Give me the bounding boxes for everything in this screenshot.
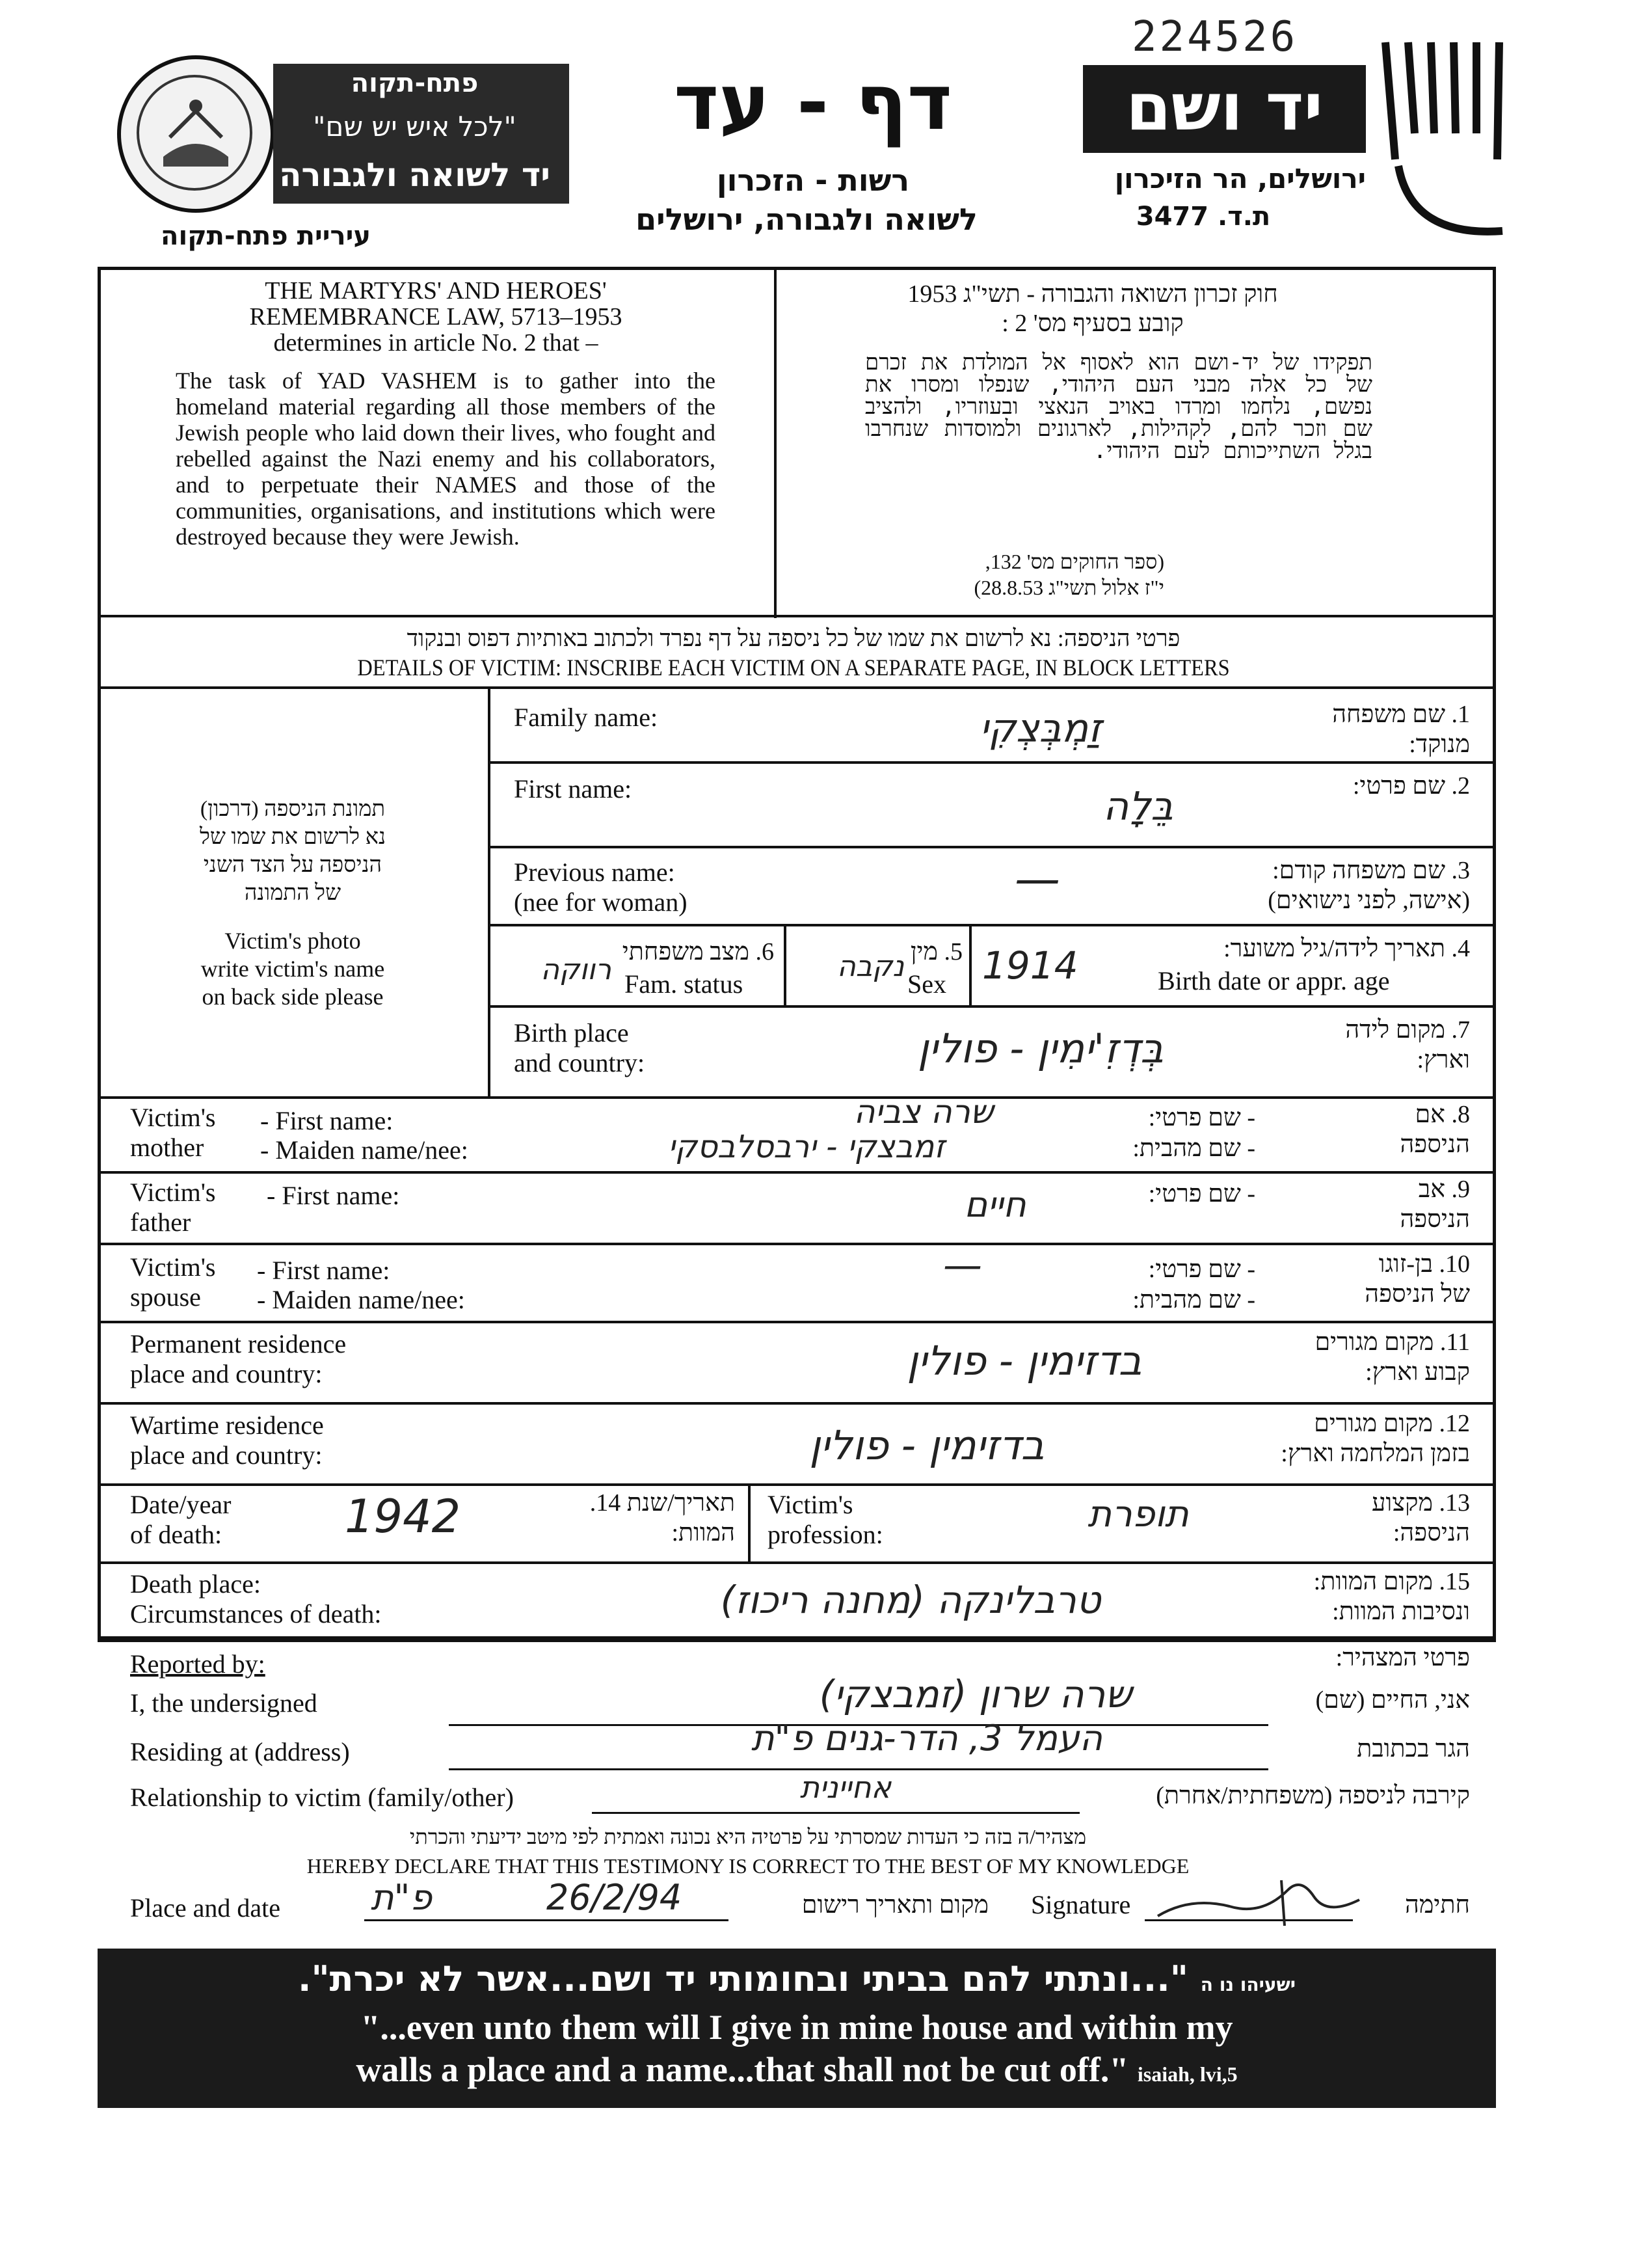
first-name-label: First name: — [514, 774, 632, 803]
family-name-label: Family name: — [514, 703, 658, 732]
father-he-first-label: - שם פרטי: — [1148, 1180, 1255, 1208]
residing-label: Residing at (address) — [130, 1737, 350, 1766]
city-banner-line2: "לכל איש יש שם" — [313, 111, 516, 142]
mother-first-field[interactable]: שרה צביה — [853, 1093, 994, 1131]
photo-box-he-2: נא לרשום את שמו של — [199, 825, 386, 849]
stamp-number: 224526 — [1132, 13, 1298, 61]
spouse-label: Victim's spouse — [130, 1252, 216, 1312]
fam-status-label: Fam. status — [624, 969, 743, 999]
relationship-he-label: קירבה לניספה (משפחתית/אחרת) — [1156, 1782, 1470, 1809]
city-caption: עיריית פתח-תקוה — [160, 221, 371, 251]
sex-label: Sex — [907, 969, 946, 999]
father-first-label: - First name: — [267, 1181, 400, 1210]
reporter-address-field[interactable]: העמל 3, הדר-גנים פ"ת — [751, 1718, 1103, 1759]
sex-field[interactable]: נקבה — [836, 950, 904, 983]
spouse-maiden-label: - Maiden name/nee: — [257, 1285, 465, 1314]
father-first-field[interactable]: חיים — [964, 1184, 1026, 1225]
relationship-field[interactable]: אחיינית — [799, 1770, 892, 1805]
fam-status-field[interactable]: רווקה — [540, 953, 611, 986]
law-he-title-1: חוק זכרון השואה והגבורה - תשי"ג 1953 — [907, 280, 1278, 308]
first-name-he-label: 2. שם פרטי: — [1352, 772, 1470, 800]
mother-first-label: - First name: — [260, 1106, 394, 1135]
death-date-field[interactable]: 1942 — [345, 1490, 461, 1543]
undersigned-label: I, the undersigned — [130, 1688, 317, 1718]
first-name-field[interactable]: בֵּלָה — [1103, 784, 1173, 830]
previous-name-field[interactable]: — — [1015, 852, 1060, 906]
spouse-he-label: 10. בן-זוגו של הניספה — [1365, 1250, 1470, 1308]
place-date-he-label: מקום ותאריך רישום — [801, 1891, 989, 1919]
city-seal-logo — [117, 55, 274, 213]
law-en-title-1: THE MARTYRS' AND HEROES' — [265, 277, 607, 304]
birth-date-label: Birth date or appr. age — [1158, 966, 1390, 995]
spouse-first-label: - First name: — [257, 1256, 390, 1285]
yad-vashem-flame-icon — [1372, 36, 1522, 244]
residing-he-label: הגר בכתובת — [1357, 1735, 1470, 1762]
profession-he-label: 13. מקצוע הניספה: — [1372, 1489, 1470, 1546]
signature-scribble[interactable] — [1151, 1870, 1372, 1929]
photo-box-he-3: הניספה על הצד השני — [203, 853, 382, 877]
permanent-residence-he-label: 11. מקום מגורים קבוע וארץ: — [1314, 1329, 1470, 1386]
footer-en-2 — [117, 2049, 1476, 2090]
relationship-label: Relationship to victim (family/other) — [130, 1783, 514, 1812]
mother-he-maiden-label: - שם מהבית: — [1132, 1135, 1255, 1162]
photo-box-en-1: Victim's photo — [224, 928, 361, 954]
wartime-residence-field[interactable]: בדזימין - פולין — [809, 1422, 1045, 1469]
footer-en-2-text: walls a place and a name...that shall not be cut off." — [356, 2050, 1129, 2089]
place-date-label: Place and date — [130, 1893, 280, 1923]
death-date-label: Date/year of death: — [130, 1490, 232, 1549]
date-field[interactable]: 26/2/94 — [546, 1877, 682, 1918]
father-label: Victim's father — [130, 1178, 216, 1237]
family-name-he-label: 1. שם משפחה מנוקד: — [1332, 701, 1470, 758]
form-title: דף - עד — [673, 57, 953, 147]
signature-label: Signature — [1031, 1890, 1131, 1919]
birth-place-he-label: 7. מקום לידה וארץ: — [1345, 1016, 1470, 1073]
footer-en-ref: isaiah, lvi,5 — [1137, 2062, 1238, 2086]
fam-status-he-label: 6. מצב משפחתי — [622, 938, 774, 965]
permanent-residence-label: Permanent residence place and country: — [130, 1329, 347, 1388]
birth-place-label: Birth place and country: — [514, 1018, 645, 1077]
mother-he-first-label: - שם פרטי: — [1148, 1104, 1255, 1131]
law-en-body: The task of YAD VASHEM is to gather into the homeland material regarding all those members of the Jewish people who laid down their lives, who fought and rebelled against the Nazi enemy and his collaborators, and to perpetuate their NAMES and those of the communities, organisations, and institutions which were destroyed because they were Jewish. — [176, 368, 715, 550]
birth-date-he-label: 4. תאריך לידה/גיל משוער: — [1223, 935, 1470, 962]
previous-name-he-label: 3. שם משפחה קודם: (אישה, לפני נישואים) — [1268, 857, 1470, 914]
place-field[interactable]: פ"ת — [371, 1877, 433, 1918]
wartime-residence-label: Wartime residence place and country: — [130, 1411, 324, 1470]
reported-by-label: Reported by: — [130, 1649, 265, 1679]
death-date-he-label: תאריך/שנת 14. המוות: — [589, 1489, 735, 1546]
signature-he-label: חתימה — [1404, 1891, 1470, 1919]
city-banner-line3: יד לשואה ולגבורה — [279, 156, 550, 194]
law-he-body: תפקידו של יד-ושם הוא לאסוף אל המולדת את זכרם של כל אלה מבני העם היהודי, שנפלו ומסרו את נפשם, נלחמו ומרדו באויב הנאצי ובעוזריו, ולהציב שם וזכר להם, לקהילות, לארגונים ולמוסדות שנחרבו בגלל השתייכותם לעם היהודי. — [865, 349, 1372, 464]
reporter-name-field[interactable]: שרה שרון (זמבצקי) — [819, 1672, 1132, 1716]
city-banner-line1: פתח-תקוה — [351, 68, 479, 98]
death-place-he-label: 15. מקום המוות: ונסיבות המוות: — [1313, 1568, 1470, 1625]
previous-name-label: Previous name: (nee for woman) — [514, 857, 687, 917]
mother-label: Victim's mother — [130, 1103, 216, 1162]
law-he-ref-2: י"ז אלול תשי"ג 28.8.53) — [974, 576, 1164, 599]
death-place-label: Death place: Circumstances of death: — [130, 1569, 382, 1628]
family-name-field[interactable]: זַמְבְּצְקִי — [980, 706, 1102, 751]
footer-en-1: "...even unto them will I give in mine house and within my — [360, 2008, 1233, 2047]
details-header-he: פרטי הניספה: נא לרשום את שמו של כל ניספה על דף נפרד ולכתוב באותיות דפוס ובנקוד — [407, 625, 1181, 651]
law-en-title-2: REMEMBRANCE LAW, 5713–1953 — [249, 303, 622, 331]
sex-he-label: 5. מין — [910, 938, 963, 965]
logo-address-1: ירושלים, הר הזיכרון — [1114, 163, 1366, 195]
law-en-title-3: determines in article No. 2 that – — [273, 329, 598, 357]
profession-label: Victim's profession: — [767, 1490, 883, 1549]
reported-by-he-label: פרטי המצהיר: — [1335, 1644, 1470, 1671]
declaration-he: מצהיר/ה בזה כי העדות שמסרתי על פרטיה היא נכונה ואמתית לפי מיטב ידיעתי והכרתי — [409, 1825, 1087, 1848]
death-place-field[interactable]: טרבלינקה (מחנה ריכוז) — [720, 1578, 1101, 1622]
photo-box-he-4: של התמונה — [244, 881, 341, 905]
wartime-residence-he-label: 12. מקום מגורים בזמן המלחמה וארץ: — [1281, 1410, 1470, 1467]
footer-he — [117, 1958, 1476, 1999]
footer-he-text: "...ונתתי להם בביתי ובחומותי יד ושם...אשר לא יכרת". — [298, 1958, 1188, 1999]
form-subtitle-2: לשואה ולגבורה, ירושלים — [635, 202, 978, 237]
footer-he-ref: ישעיהו נו ה — [1200, 1974, 1296, 1995]
mother-he-label: 8. אם הניספה — [1400, 1101, 1470, 1158]
yad-vashem-logo-text: יד ושם — [1126, 69, 1323, 145]
profession-field[interactable]: תופרת — [1088, 1493, 1189, 1535]
birth-place-field[interactable]: בְּדְזִ'ימִין - פולין — [917, 1025, 1164, 1072]
law-he-ref-1: (ספר החוקים מס' 132, — [985, 550, 1164, 573]
photo-box-en-3: on back side please — [202, 984, 384, 1010]
law-he-title-2: קובע בסעיף מס' 2 : — [1002, 310, 1184, 337]
spouse-field[interactable]: — — [943, 1243, 982, 1288]
mother-maiden-field[interactable]: זמבצקי - ירבסלבסקי — [668, 1129, 945, 1165]
undersigned-he-label: אני, החיים (שם) — [1315, 1686, 1470, 1714]
birth-date-field[interactable]: 1914 — [982, 943, 1078, 988]
mother-maiden-label: - Maiden name/nee: — [260, 1135, 468, 1165]
declaration-en: HEREBY DECLARE THAT THIS TESTIMONY IS CORRECT TO THE BEST OF MY KNOWLEDGE — [306, 1854, 1190, 1878]
spouse-he-first-label: - שם פרטי: — [1148, 1256, 1255, 1283]
logo-address-2: ת.ד. 3477 — [1136, 202, 1271, 232]
father-he-label: 9. אב הניספה — [1400, 1176, 1470, 1233]
photo-box-en-2: write victim's name — [200, 956, 385, 982]
permanent-residence-field[interactable]: בדזימין - פולין — [907, 1337, 1142, 1384]
details-header-en: DETAILS OF VICTIM: INSCRIBE EACH VICTIM ON A SEPARATE PAGE, IN BLOCK LETTERS — [357, 655, 1230, 681]
spouse-he-maiden-label: - שם מהבית: — [1132, 1286, 1255, 1314]
form-subtitle-1: רשות - הזכרון — [716, 163, 910, 198]
photo-box-he-1: תמונת הניספה (דרכון) — [200, 797, 386, 821]
